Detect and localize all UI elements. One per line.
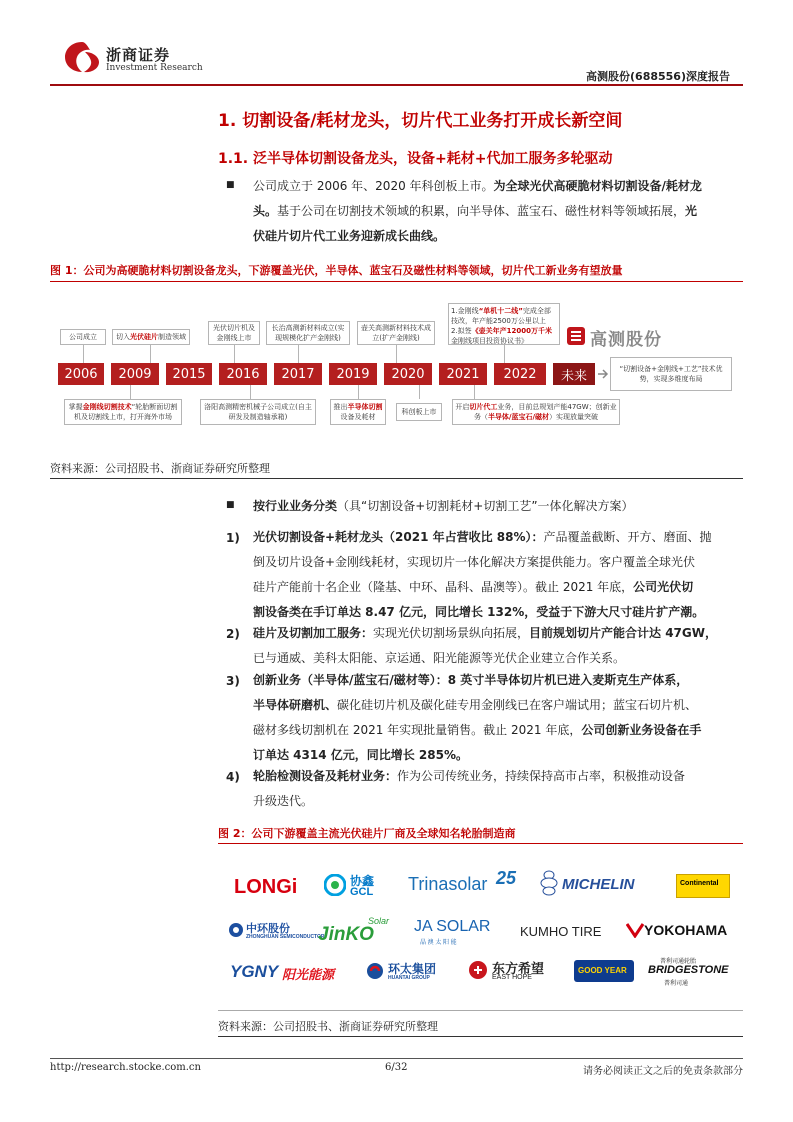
zhonghuan-icon — [228, 922, 244, 938]
tl-year-2006: 2006 — [58, 363, 104, 385]
company-logo-icon — [63, 40, 101, 74]
tl-year-2022: 2022 — [494, 363, 546, 385]
footer-divider — [50, 1058, 743, 1059]
logo-longi: LONGi — [234, 876, 298, 898]
figure1-caption: 图 1：公司为高硬脆材料切割设备龙头，下游覆盖光伏，半导体、蓝宝石及磁性材料等领域，切片代工新业务有望放量 — [50, 264, 623, 277]
tl-connector — [419, 385, 420, 399]
section-heading-1: 1. 切割设备/耗材龙头，切片代工业务打开成长新空间 — [218, 111, 623, 131]
tl-year-2009: 2009 — [111, 363, 159, 385]
item-number: 4) — [226, 770, 240, 784]
tl-connector — [298, 345, 299, 363]
page-number: 6/32 — [385, 1062, 408, 1073]
tl-connector — [504, 345, 505, 363]
business-item-2: 硅片及切割加工服务：实现光伏切割场景纵向拓展，目前规划切片产能合计达 47GW， 已与通威、美科太阳能、京运通、阳光能源等光伏企业建立合作关系。 — [253, 626, 717, 665]
tl-connector — [358, 385, 359, 399]
tl-connector — [234, 345, 235, 363]
tl-connector — [150, 345, 151, 363]
brand-block — [566, 323, 696, 349]
tl-connector — [83, 345, 84, 363]
figure2-bottom-line — [218, 1010, 743, 1011]
customer-logos: LONGi 协鑫 GCL Trinasolar 25 MICHELIN Continental 中环股份 ZHONGHUAN SEMICONDUCTOR JinKO Solar JA SOLAR 晶 澳 太 阳 能 KUMHO TIRE YOKOHAMA YGNY 阳光能源 环太集团 HUANTAI GROUP 东方希望 EAST HOPE GOOD YEAR 普利司通轮胎 BRIDGESTONE 普利司通 — [230, 868, 729, 987]
section-heading-1-1: 1.1. 泛半导体切割设备龙头，设备+耗材+代加工服务多轮驱动 — [218, 151, 613, 167]
tl-year-2021: 2021 — [439, 363, 487, 385]
tl-year-2015: 2015 — [166, 363, 212, 385]
tl-bottom-2009: 掌握金刚线切割技术“轮胎断面切割机及切割线上市，打开海外市场 — [64, 399, 182, 425]
tl-top-2021: 1.金刚线“单机十二线”完成全部技改，年产能2500万公里以上 2.拟签《壶关年产12000万千米金刚线项目投资协议书》 — [448, 303, 560, 345]
item-number: 2) — [226, 627, 240, 641]
business-item-3: 创新业务（半导体/蓝宝石/磁材等）：8 英寸半导体切片机已进入麦斯克生产体系， 半导体研磨机、碳化硅切片机及碳化硅专用金刚线已在客户端试用；蓝宝石切片机、 磁材多线切割机在 2021 年实现批量销售。截止 2021 年底，公司创新业务设备在手 订单达 4314 亿元，同比增长 285%。 — [253, 673, 702, 762]
tl-connector — [250, 385, 251, 399]
header-divider — [50, 84, 743, 86]
easthope-icon — [468, 960, 488, 980]
footer-disclaimer: 请务必阅读正文之后的免责条款部分 — [583, 1066, 743, 1077]
arrow-right-icon — [597, 368, 609, 380]
logo-kumho: KUMHO TIRE — [520, 924, 602, 939]
logo-continental: Continental — [676, 874, 730, 898]
gcl-icon — [324, 874, 346, 896]
logo-cn: 浙商证券 — [106, 46, 171, 64]
brand-name: 高测股份 — [590, 330, 662, 350]
huantai-icon — [366, 962, 384, 980]
logo-en: Investment Research — [106, 63, 203, 73]
yokohama-icon — [626, 922, 644, 938]
figure1-source: 资料来源：公司招股书、浙商证券研究所整理 — [50, 462, 270, 475]
tl-top-2009: 切入光伏硅片制造领域 — [112, 329, 190, 345]
figure1-source-line — [50, 478, 743, 479]
figure2-caption-line — [218, 843, 743, 844]
tl-bottom-2016: 洛阳高测精密机械子公司成立(自主研发及制造轴承箱) — [200, 399, 316, 425]
business-heading: 按行业业务分类（具“切割设备+切割耗材+切割工艺”一体化解决方案） — [253, 499, 634, 513]
tl-year-2019: 2019 — [329, 363, 377, 385]
tl-bottom-2021: 开启切片代工业务，目前总规划产能47GW；创新业务（半导体/蓝宝石/磁材）实现放量突破 — [452, 399, 620, 425]
tl-connector — [130, 385, 131, 399]
brand-logo-icon — [566, 326, 586, 346]
tl-year-future: 未来 — [553, 363, 595, 385]
report-title: 高测股份(688556)深度报告 — [586, 70, 730, 83]
tl-connector — [396, 345, 397, 363]
tl-bottom-2019: 推出半导体切割设备及耗材 — [330, 399, 386, 425]
tl-future-box: “切割设备+金刚线+工艺”技术优势，实现多维度布局 — [610, 357, 732, 391]
tl-bottom-2020: 科创板上市 — [396, 403, 442, 421]
tl-top-2020: 壶关高测新材料技术成立(扩产金刚线) — [357, 321, 435, 345]
logo-goodyear: GOOD YEAR — [574, 960, 634, 982]
tl-year-2016: 2016 — [219, 363, 267, 385]
tl-connector — [474, 385, 475, 399]
business-item-1: 光伏切割设备+耗材龙头（2021 年占营收比 88%）：产品覆盖截断、开方、磨面、抛 倒及切片设备+金刚线耗材，实现切片一体化解决方案提供能力。客户覆盖全球光伏 硅片产能前十名企业（隆基、中环、晶科、晶澳等）。截止 2021 年底，公司光伏切 割设备类在手订单达 8.47 亿元，同比增长 132%，受益于下游大尺寸硅片扩产潮。 — [253, 530, 712, 619]
item-number: 1) — [226, 531, 240, 545]
intro-paragraph: 公司成立于 2006 年、2020 年科创板上市。为全球光伏高硬脆材料切割设备/耗材龙 头。基于公司在切割技术领域的积累，向半导体、蓝宝石、磁性材料等领域拓展，光 伏硅片切片代工业务迎新成长曲线。 — [253, 179, 702, 243]
bullet-square-icon: ■ — [226, 180, 235, 190]
figure2-source: 资料来源：公司招股书、浙商证券研究所整理 — [218, 1020, 438, 1033]
footer-url[interactable]: http://research.stocke.com.cn — [50, 1062, 201, 1073]
tl-top-2017: 长治高测新材料成立(实现规模化扩产金刚线) — [266, 321, 350, 345]
business-item-4: 轮胎检测设备及耗材业务：作为公司传统业务，持续保持高市占率，积极推动设备 升级迭代。 — [253, 769, 686, 808]
figure1-caption-line — [50, 281, 743, 282]
item-number: 3) — [226, 674, 240, 688]
tl-top-2016: 光伏切片机及金刚线上市 — [208, 321, 260, 345]
bullet-square-icon: ■ — [226, 500, 235, 510]
tl-year-2020: 2020 — [384, 363, 432, 385]
tl-year-2017: 2017 — [274, 363, 322, 385]
michelin-man-icon — [538, 870, 560, 896]
figure2-source-line — [218, 1036, 743, 1037]
figure2-caption: 图 2：公司下游覆盖主流光伏硅片厂商及全球知名轮胎制造商 — [218, 827, 516, 840]
tl-top-2006: 公司成立 — [60, 329, 106, 345]
